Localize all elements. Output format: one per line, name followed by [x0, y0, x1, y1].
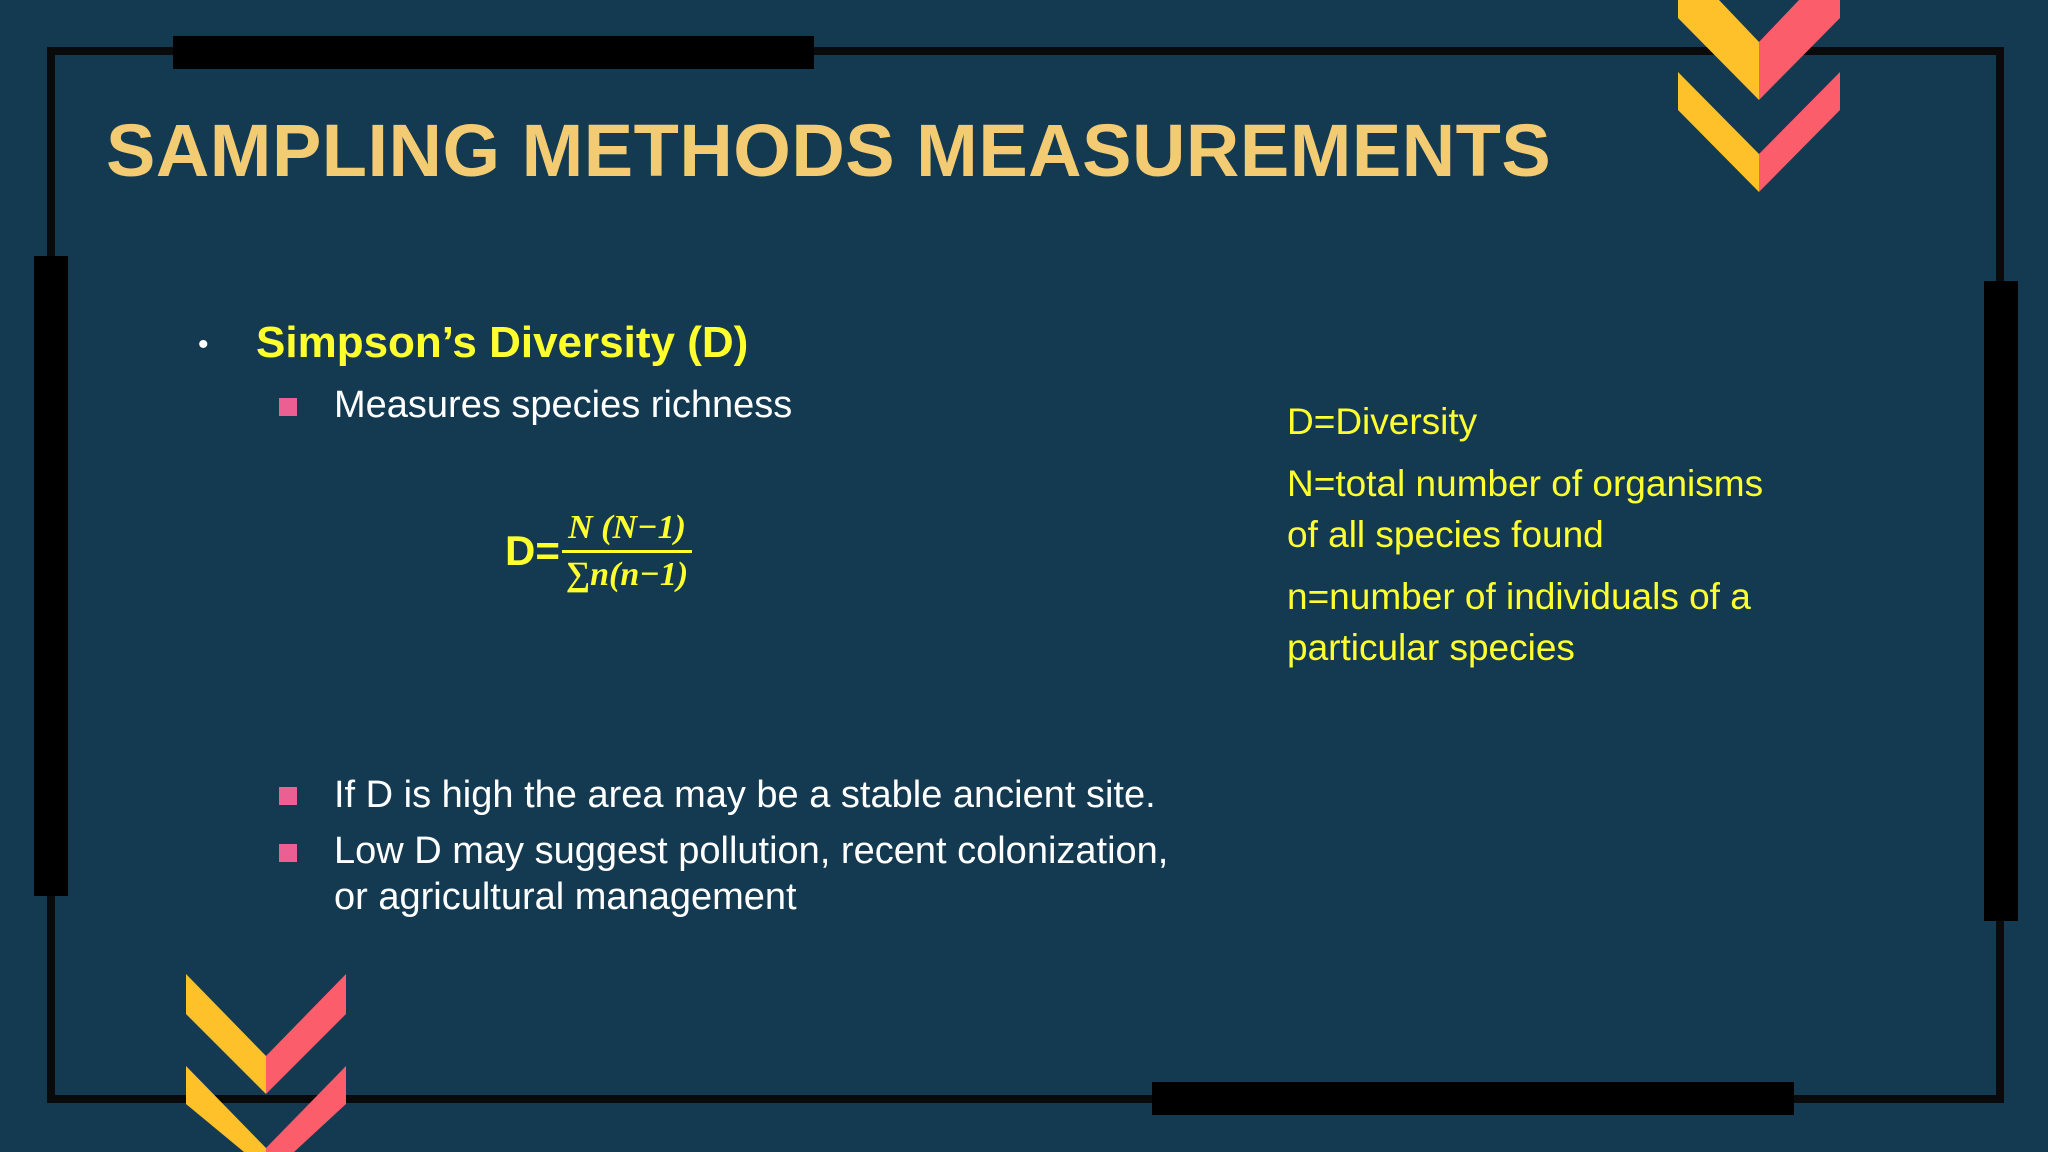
left-accent-bar — [34, 256, 68, 896]
simpson-formula — [505, 496, 692, 606]
chevron-icon — [186, 974, 346, 1152]
bullet-measures: Measures species richness — [334, 384, 793, 426]
page-title: SAMPLING METHODS MEASUREMENTS — [106, 109, 1552, 192]
legend-individuals-line1: n=number of individuals of a — [1287, 576, 1751, 617]
legend-diversity: D=Diversity — [1287, 401, 1478, 442]
bullet-square-icon — [279, 398, 297, 416]
bottom-accent-bar — [1152, 1082, 1794, 1115]
bullet-square-icon — [279, 787, 297, 805]
legend-total-organisms-line2: of all species found — [1287, 514, 1604, 555]
bullet-low-d-line2: or agricultural management — [334, 876, 797, 918]
formula-numerator: N (N−1) — [568, 508, 686, 546]
bullet-low-d-line1: Low D may suggest pollution, recent colonization, — [334, 830, 1169, 872]
bullet-high-d: If D is high the area may be a stable ancient site. — [334, 774, 1156, 816]
formula-denominator: ∑n(n−1) — [565, 555, 689, 593]
section-heading: Simpson’s Diversity (D) — [256, 318, 749, 367]
chevron-decoration-top-right — [1678, 0, 1840, 196]
bullet-square-icon — [279, 844, 297, 862]
formula-lhs: D= — [505, 527, 560, 574]
bullet-dot: • — [198, 328, 209, 361]
legend-total-organisms-line1: N=total number of organisms — [1287, 463, 1764, 504]
chevron-icon — [1678, 0, 1840, 192]
top-accent-bar — [173, 36, 814, 69]
legend-individuals-line2: particular species — [1287, 627, 1575, 668]
chevron-decoration-bottom-left — [186, 974, 346, 1152]
right-accent-bar — [1984, 281, 2018, 921]
formula-fraction — [562, 506, 692, 597]
